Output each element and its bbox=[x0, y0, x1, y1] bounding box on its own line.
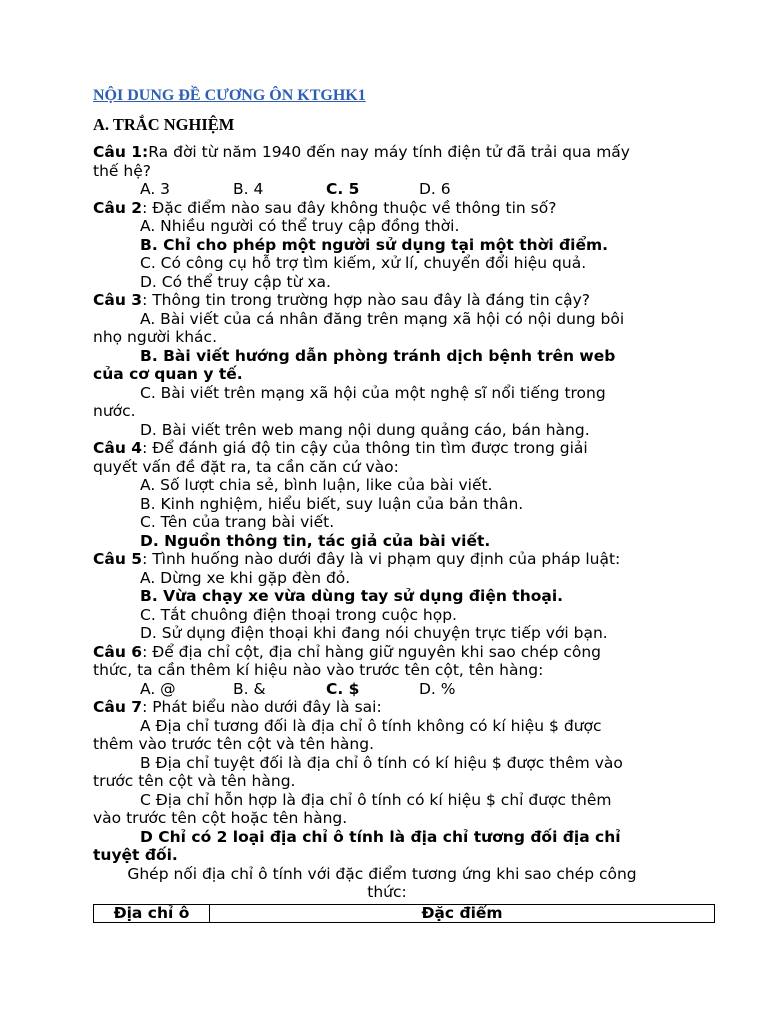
question-text: : Để đánh giá độ tin cậy của thông tin tìm được trong giải bbox=[142, 439, 588, 457]
option-b-correct: B. Vừa chạy xe vừa dùng tay sử dụng điện thoại. bbox=[140, 587, 564, 605]
option-d-correct: D Chỉ có 2 loại địa chỉ ô tính là địa chỉ tương đối địa chỉ bbox=[140, 827, 621, 846]
option-a: A. Số lượt chia sẻ, bình luận, like của bài viết. bbox=[140, 476, 493, 494]
question-label: Câu 2 bbox=[93, 198, 143, 217]
section-heading: A. TRẮC NGHIỆM bbox=[93, 115, 235, 134]
page-title: NỘI DUNG ĐỀ CƯƠNG ÔN KTGHK1 bbox=[93, 87, 366, 104]
question-label: Câu 7 bbox=[93, 698, 143, 716]
question-text-cont: quyết vấn đề đặt ra, ta cần căn cứ vào: bbox=[93, 457, 399, 476]
question-text-cont: thế hệ? bbox=[93, 161, 151, 180]
option-c: C Địa chỉ hỗn hợp là địa chỉ ô tính có kí hiệu $ chỉ được thêm bbox=[140, 790, 612, 809]
column-header-address: Địa chỉ ô bbox=[94, 904, 210, 922]
answer-options bbox=[93, 680, 681, 699]
option-d-correct: D. Nguồn thông tin, tác giả của bài viết. bbox=[140, 531, 491, 550]
question-text: : Đặc điểm nào sau đây không thuộc về thông tin số? bbox=[142, 198, 557, 217]
option-b: B. Kinh nghiệm, hiểu biết, suy luận của bản thân. bbox=[140, 494, 524, 513]
option-c-correct: C. $ bbox=[326, 679, 360, 698]
question-7 bbox=[93, 698, 681, 717]
option-d: D. % bbox=[419, 679, 456, 698]
option-a: A. Nhiều người có thể truy cập đồng thời. bbox=[140, 217, 460, 235]
option-d: D. 6 bbox=[419, 180, 451, 198]
option-a: A. 3 bbox=[140, 180, 171, 198]
matching-table bbox=[93, 904, 715, 923]
question-label: Câu 1: bbox=[93, 143, 149, 161]
option-a-cont: nhọ người khác. bbox=[93, 328, 218, 346]
option-c: C. 5 bbox=[326, 180, 360, 198]
question-text: Ra đời từ năm 1940 đến nay máy tính điện tử đã trải qua mấy bbox=[148, 143, 630, 161]
option-a: A. @ bbox=[140, 679, 176, 698]
option-b: B Địa chỉ tuyệt đối là địa chỉ ô tính có kí hiệu $ được thêm vào bbox=[140, 753, 623, 772]
matching-instruction: Ghép nối địa chỉ ô tính với đặc điểm tương ứng khi sao chép công bbox=[127, 864, 637, 883]
option-c: C. Bài viết trên mạng xã hội của một nghệ sĩ nổi tiếng trong bbox=[140, 383, 606, 402]
question-label: Câu 5 bbox=[93, 550, 143, 568]
column-header-feature: Đặc điểm bbox=[210, 904, 715, 922]
matching-instruction-cont: thức: bbox=[367, 883, 407, 901]
question-label: Câu 3 bbox=[93, 291, 143, 309]
answer-options bbox=[93, 180, 681, 199]
option-a: A Địa chỉ tương đối là địa chỉ ô tính không có kí hiệu $ được bbox=[140, 716, 602, 735]
question-1 bbox=[93, 143, 681, 162]
option-b: B. 4 bbox=[233, 180, 264, 198]
question-text: : Để địa chỉ cột, địa chỉ hàng giữ nguyên khi sao chép công bbox=[142, 642, 602, 661]
table-header-row bbox=[94, 904, 715, 922]
question-text: : Tình huống nào dưới đây là vi phạm quy định của pháp luật: bbox=[142, 550, 621, 568]
option-d-cont: tuyệt đối. bbox=[93, 846, 178, 864]
option-b: B. & bbox=[233, 679, 266, 698]
question-text-cont: thức, ta cần thêm kí hiệu nào vào trước tên cột, tên hàng: bbox=[93, 661, 544, 679]
option-c: C. Có công cụ hỗ trợ tìm kiếm, xử lí, chuyển đổi hiệu quả. bbox=[140, 254, 587, 272]
option-a: A. Bài viết của cá nhân đăng trên mạng xã hội có nội dung bôi bbox=[140, 309, 625, 328]
option-c: C. Tên của trang bài viết. bbox=[140, 513, 335, 531]
question-6 bbox=[93, 643, 681, 662]
option-b-cont: của cơ quan y tế. bbox=[93, 365, 243, 383]
option-b-correct: B. Bài viết hướng dẫn phòng tránh dịch bệnh trên web bbox=[140, 346, 616, 365]
question-text: : Phát biểu nào dưới đây là sai: bbox=[142, 698, 382, 716]
question-2 bbox=[93, 199, 681, 218]
option-d: D. Có thể truy cập từ xa. bbox=[140, 272, 331, 291]
document-content bbox=[93, 86, 681, 923]
option-c-cont: nước. bbox=[93, 402, 136, 420]
question-label: Câu 6 bbox=[93, 642, 143, 661]
option-b-correct: B. Chỉ cho phép một người sử dụng tại một thời điểm. bbox=[140, 235, 609, 254]
question-text: : Thông tin trong trường hợp nào sau đây là đáng tin cậy? bbox=[142, 291, 591, 309]
question-4 bbox=[93, 439, 681, 458]
option-c-cont: vào trước tên cột hoặc tên hàng. bbox=[93, 809, 348, 827]
question-label: Câu 4 bbox=[93, 439, 143, 457]
question-5 bbox=[93, 550, 681, 569]
option-a-cont: thêm vào trước tên cột và tên hàng. bbox=[93, 735, 374, 753]
option-d: D. Bài viết trên web mang nội dung quảng cáo, bán hàng. bbox=[140, 420, 590, 439]
option-a: A. Dừng xe khi gặp đèn đỏ. bbox=[140, 568, 351, 587]
question-3 bbox=[93, 291, 681, 310]
option-c: C. Tắt chuông điện thoại trong cuộc họp. bbox=[140, 605, 457, 624]
option-b-cont: trước tên cột và tên hàng. bbox=[93, 772, 296, 790]
option-d: D. Sử dụng điện thoại khi đang nói chuyện trực tiếp với bạn. bbox=[140, 624, 608, 642]
